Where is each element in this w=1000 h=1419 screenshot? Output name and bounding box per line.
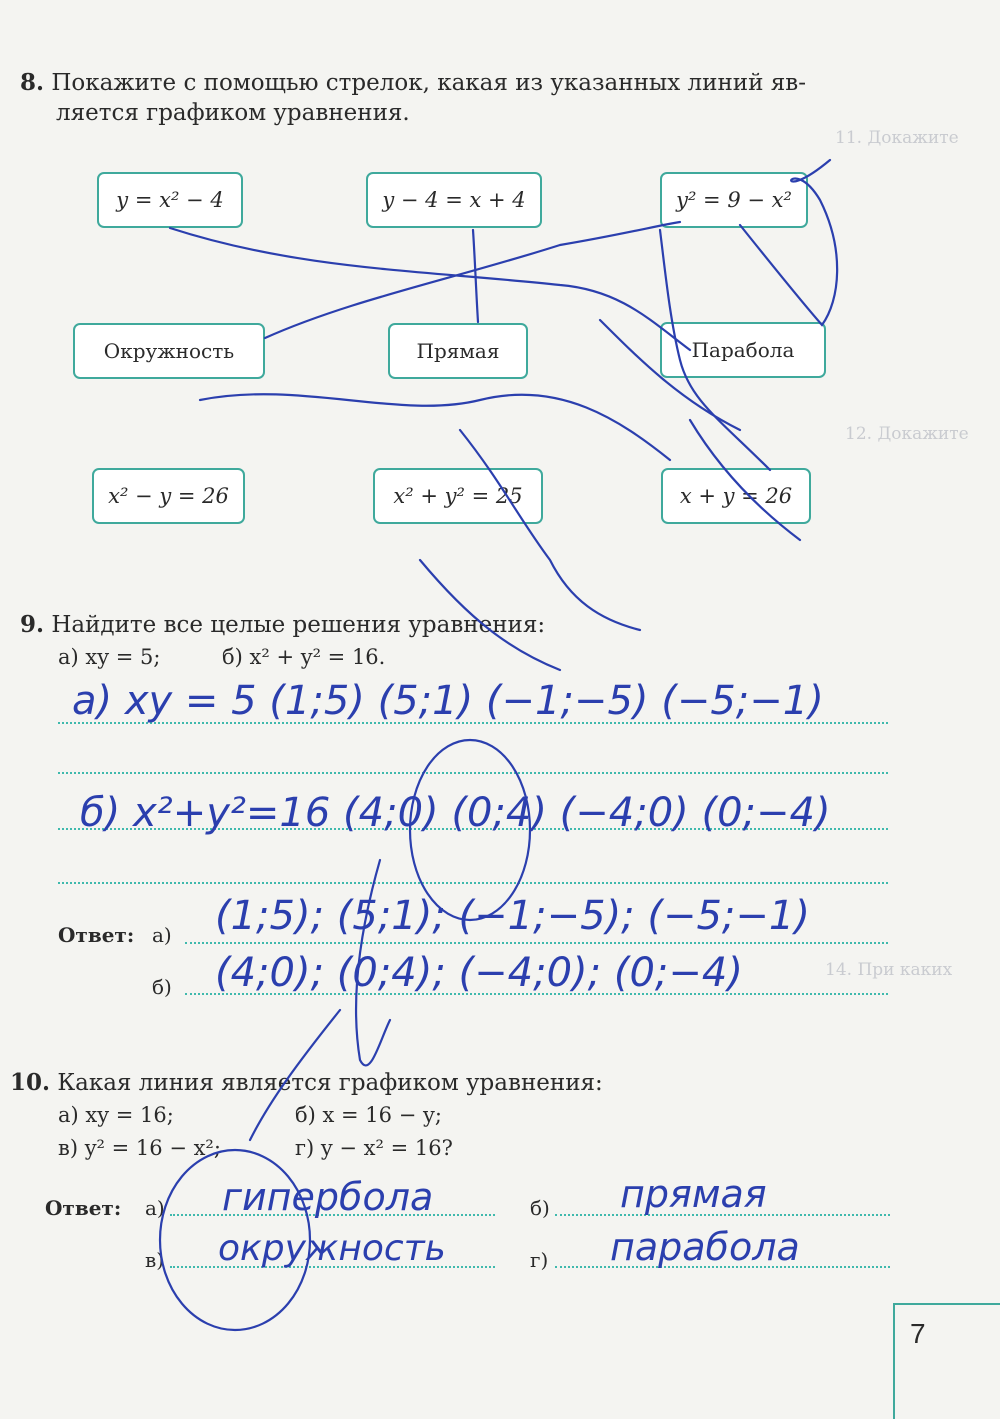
task-10-option-b: б) x = 16 − y;: [295, 1103, 442, 1127]
ink-stroke: [460, 430, 640, 630]
task-8-title-line1: Покажите с помощью стрелок, какая из указанных линий яв-: [51, 70, 806, 96]
task-9-title-text: Найдите все целые решения уравнения:: [51, 612, 546, 638]
ink-stroke: [690, 420, 800, 540]
handwritten-work-a: а) xy = 5 (1;5) (5;1) (−1;−5) (−5;−1): [72, 678, 824, 724]
bleed-through-text: 14. При каких: [825, 960, 953, 980]
task-9-answer-label: Ответ:: [58, 923, 135, 947]
handwritten-answer-d: парабола: [610, 1225, 800, 1269]
task-8-number: 8.: [20, 69, 45, 96]
task-9-part-a: а) xy = 5;: [58, 645, 161, 669]
ink-circle: [160, 1150, 310, 1330]
ink-stroke: [356, 860, 390, 1065]
task-10-answer-c-label: в): [145, 1248, 165, 1272]
ink-stroke: [200, 394, 670, 460]
equation-box: y = x² − 4: [97, 172, 243, 228]
bleed-through-text: 12. Докажите: [845, 424, 969, 444]
ink-circle: [410, 740, 530, 920]
equation-box: y² = 9 − x²: [660, 172, 808, 228]
task-10-answer-b-label: б): [530, 1196, 550, 1220]
curve-type-box: Окружность: [73, 323, 265, 379]
ink-stroke: [420, 560, 560, 670]
task-10-title-text: Какая линия является графиком уравнения:: [57, 1070, 603, 1096]
curve-type-box: Прямая: [388, 323, 528, 379]
ink-stroke: [250, 1010, 340, 1140]
handwritten-work-b: б) x²+y²=16 (4;0) (0;4) (−4;0) (0;−4): [80, 790, 831, 836]
equation-box: x² + y² = 25: [373, 468, 543, 524]
handwritten-answer-b: прямая: [620, 1172, 767, 1216]
ink-stroke: [600, 320, 740, 430]
handwritten-answer-b: (4;0); (0;4); (−4;0); (0;−4): [215, 950, 743, 996]
equation-box: y − 4 = x + 4: [366, 172, 542, 228]
task-10-option-d: г) y − x² = 16?: [295, 1136, 453, 1160]
equation-box: x + y = 26: [661, 468, 811, 524]
handwritten-answer-a: (1;5); (5;1); (−1;−5); (−5;−1): [215, 893, 810, 939]
equation-box: x² − y = 26: [92, 468, 245, 524]
task-10-option-c: в) y² = 16 − x²;: [58, 1136, 221, 1160]
bleed-through-text: 11. Докажите: [835, 128, 959, 148]
task-10-answer-a-label: а): [145, 1196, 165, 1220]
task-10-option-a: а) xy = 16;: [58, 1103, 174, 1127]
task-8-title-line2: ляется графиком уравнения.: [56, 100, 410, 126]
task-9-answer-a-label: а): [152, 923, 172, 947]
task-10-answer-label: Ответ:: [45, 1196, 122, 1220]
ink-stroke: [740, 160, 837, 325]
task-9-answer-b-label: б): [152, 975, 172, 999]
ink-stroke: [660, 230, 770, 470]
task-10-number: 10.: [10, 1069, 51, 1096]
handwritten-answer-c: окружность: [218, 1228, 446, 1269]
task-9-number: 9.: [20, 611, 45, 638]
page-number: 7: [910, 1318, 926, 1349]
task-9-part-b: б) x² + y² = 16.: [222, 645, 386, 669]
task-10-answer-d-label: г): [530, 1248, 549, 1272]
curve-type-box: Парабола: [660, 322, 826, 378]
handwritten-answer-a: гипербола: [222, 1175, 434, 1219]
